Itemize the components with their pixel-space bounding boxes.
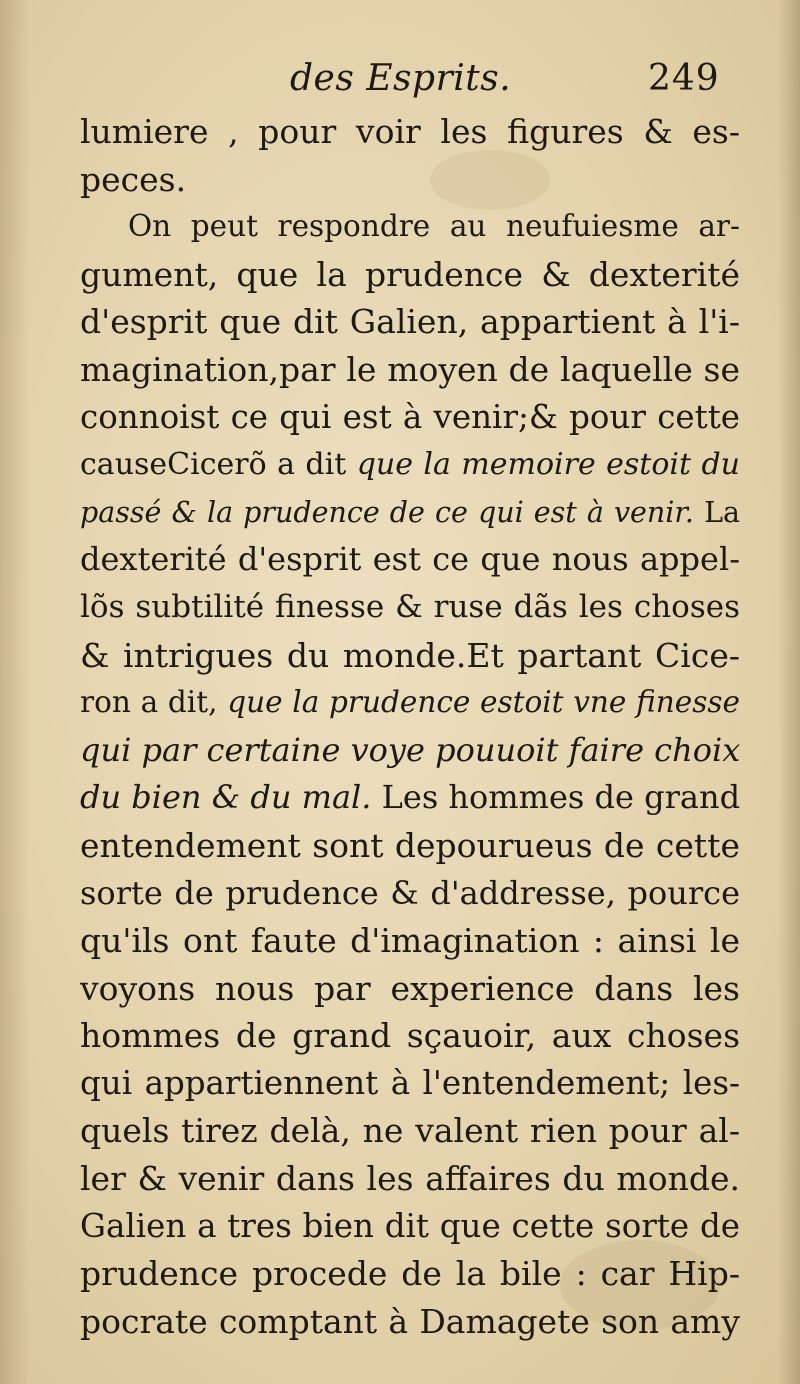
text-line — [80, 1203, 740, 1251]
text-line — [80, 394, 740, 442]
italic-quote-segment: qui par certaine voye pouuoit faire choix — [80, 730, 741, 769]
text-line — [80, 156, 740, 204]
text-segment: peces. — [80, 159, 187, 199]
text-line — [80, 251, 740, 299]
text-line — [80, 917, 740, 965]
text-line — [80, 1060, 740, 1108]
text-line — [80, 441, 740, 489]
text-segment: magination,par le moyen de laquelle se — [80, 349, 740, 389]
text-line — [80, 1012, 740, 1060]
text-segment: quels tirez delà, ne valent rien pour al- — [80, 1111, 740, 1151]
text-line — [80, 727, 740, 775]
page-header — [0, 58, 800, 102]
text-segment: dexterité d'esprit est ce que nous appel- — [80, 540, 740, 579]
body-text — [80, 108, 740, 1345]
text-segment: connoist ce qui est à venir;& pour cette — [80, 397, 740, 436]
page-number: 249 — [648, 58, 720, 99]
running-title: des Esprits. — [290, 58, 512, 99]
text-line — [80, 870, 740, 918]
text-line — [80, 632, 740, 680]
text-line — [80, 1107, 740, 1155]
text-segment: ron a dit, — [80, 685, 228, 720]
text-segment: pocrate comptant à Damagete son amy — [80, 1301, 740, 1341]
text-line — [80, 203, 740, 251]
italic-quote-segment: que la memoire estoit du — [356, 447, 740, 483]
text-line — [80, 679, 740, 727]
text-segment: hommes de grand sçauoir, aux choses — [80, 1016, 740, 1056]
italic-quote-segment: du bien & du mal. — [80, 778, 372, 817]
text-line — [80, 536, 740, 584]
text-segment: entendement sont depourueus de cette — [80, 825, 740, 865]
text-line — [80, 774, 740, 822]
text-line — [80, 822, 740, 870]
text-line — [80, 346, 740, 394]
text-segment: qu'ils ont faute d'imagination : ainsi le — [80, 921, 740, 961]
text-segment: qui appartiennent à l'entendement; les- — [80, 1063, 740, 1102]
text-segment: & intrigues du monde.Et partant Cice- — [80, 635, 740, 675]
text-segment: sorte de prudence & d'addresse, pource — [80, 873, 740, 912]
text-line — [80, 108, 740, 156]
text-segment: La — [693, 495, 740, 529]
text-line — [80, 298, 740, 346]
text-segment: On peut respondre au neufuiesme ar- — [128, 209, 740, 244]
italic-quote-segment: passé & la prudence de ce qui est à venir. — [80, 495, 694, 529]
italic-quote-segment: que la prudence estoit vne finesse — [227, 685, 740, 720]
text-segment: gument, que la prudence & dexterité — [80, 254, 740, 294]
text-line — [80, 584, 740, 632]
text-segment: causeCicerõ a dit — [80, 447, 357, 483]
text-line — [80, 1155, 740, 1203]
page-gutter-shadow — [0, 0, 30, 1384]
text-line — [80, 1298, 740, 1346]
text-segment: Les hommes de grand — [371, 778, 741, 817]
text-line — [80, 489, 740, 537]
text-segment: voyons nous par experience dans les — [80, 968, 740, 1008]
page-edge-shadow — [778, 0, 800, 1384]
text-line — [80, 965, 740, 1013]
text-line — [80, 1250, 740, 1298]
text-segment: prudence procede de la bile : car Hip- — [80, 1254, 740, 1294]
text-segment: ler & venir dans les affaires du monde. — [80, 1159, 740, 1199]
text-segment: d'esprit que dit Galien, appartient à l'i- — [80, 302, 740, 342]
text-segment: lõs subtilité finesse & ruse dãs les choses — [80, 588, 740, 625]
text-segment: lumiere , pour voir les figures & es- — [80, 112, 740, 151]
text-segment: Galien a tres bien dit que cette sorte de — [80, 1206, 740, 1245]
